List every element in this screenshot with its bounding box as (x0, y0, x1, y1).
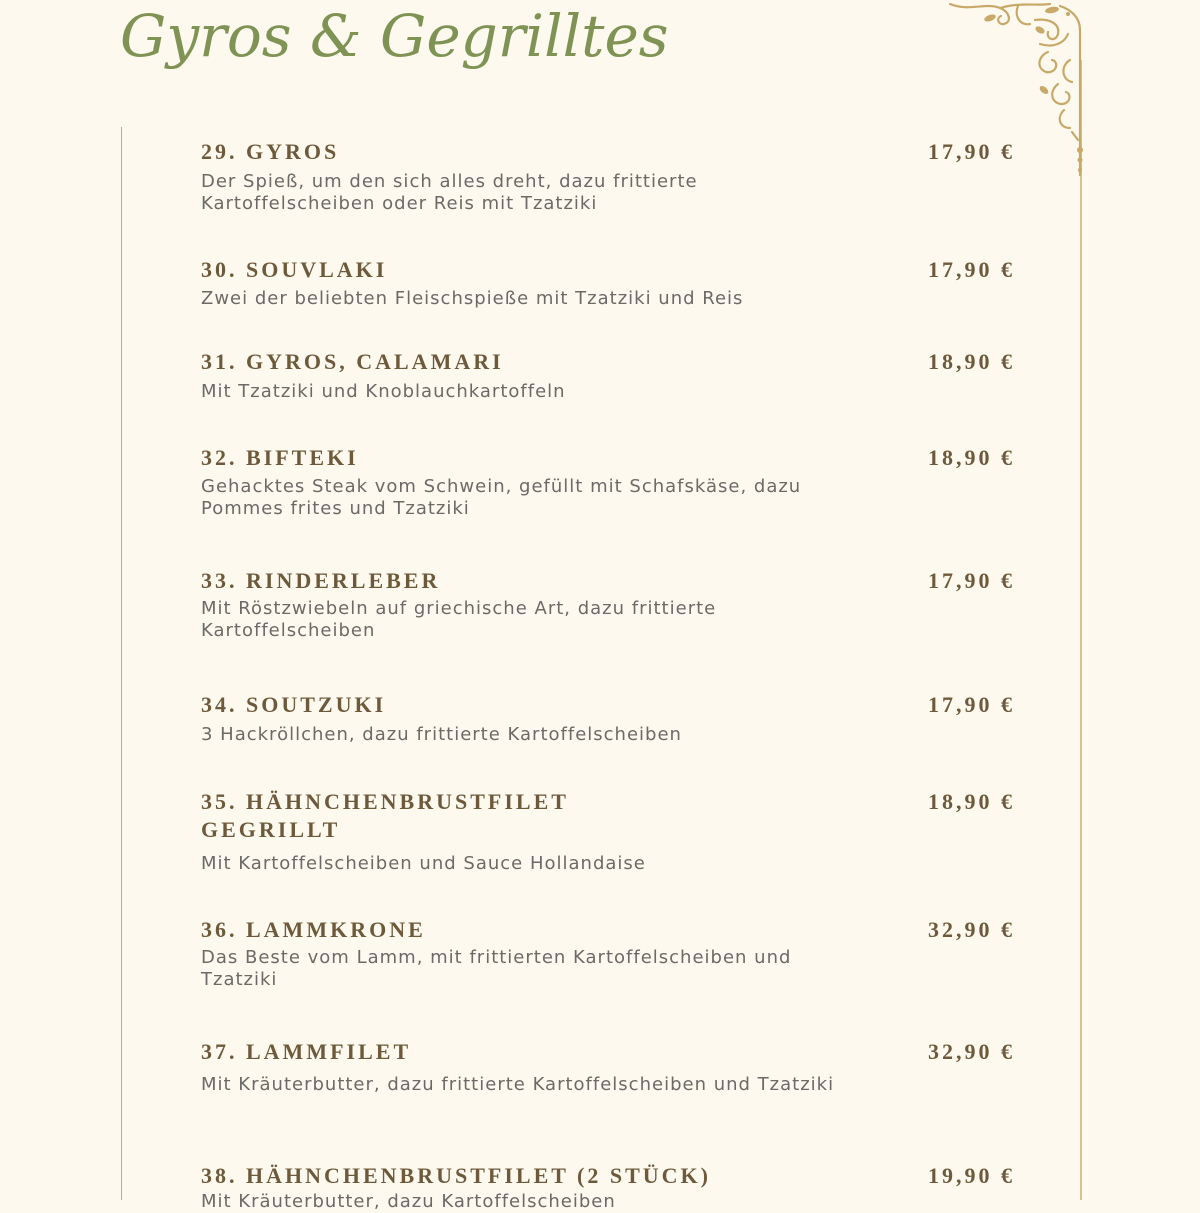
item-price: 17,90 € (928, 692, 1015, 717)
item-description: Mit Kräuterbutter, dazu Kartoffelscheiben (201, 1191, 616, 1212)
page-title: Gyros & Gegrilltes (120, 2, 669, 70)
item-price: 32,90 € (928, 1039, 1015, 1064)
item-description: 3 Hackröllchen, dazu frittierte Kartoffelscheiben (201, 724, 682, 745)
item-name: 36. LAMMKRONE (201, 917, 426, 942)
item-price: 17,90 € (928, 257, 1015, 282)
item-price: 19,90 € (928, 1163, 1015, 1188)
item-name: 33. RINDERLEBER (201, 568, 441, 593)
item-name: 35. HÄHNCHENBRUSTFILET GEGRILLT (201, 789, 569, 842)
item-name: 37. LAMMFILET (201, 1039, 412, 1064)
item-description: Gehacktes Steak vom Schwein, gefüllt mit Schafskäse, dazu Pommes frites und Tzatziki (201, 476, 802, 519)
item-name: 29. GYROS (201, 139, 340, 164)
item-price: 32,90 € (928, 917, 1015, 942)
item-name: 30. SOUVLAKI (201, 257, 388, 282)
item-description: Der Spieß, um den sich alles dreht, dazu frittierte Kartoffelscheiben oder Reis mit Tzatziki (201, 171, 698, 214)
item-description: Das Beste vom Lamm, mit frittierten Kartoffelscheiben und Tzatziki (201, 947, 792, 990)
item-description: Zwei der beliebten Fleischspieße mit Tzatziki und Reis (201, 288, 744, 309)
right-border-line (1080, 60, 1082, 1200)
item-name: 31. GYROS, CALAMARI (201, 349, 504, 374)
item-price: 18,90 € (928, 445, 1015, 470)
item-description: Mit Kartoffelscheiben und Sauce Hollandaise (201, 853, 646, 874)
item-description: Mit Kräuterbutter, dazu frittierte Kartoffelscheiben und Tzatziki (201, 1074, 835, 1095)
left-divider-line (121, 127, 122, 1200)
item-description: Mit Tzatziki und Knoblauchkartoffeln (201, 381, 566, 402)
item-price: 18,90 € (928, 349, 1015, 374)
item-name: 38. HÄHNCHENBRUSTFILET (2 STÜCK) (201, 1163, 711, 1188)
item-description: Mit Röstzwiebeln auf griechische Art, dazu frittierte Kartoffelscheiben (201, 598, 717, 641)
item-name: 32. BIFTEKI (201, 445, 359, 470)
item-price: 17,90 € (928, 568, 1015, 593)
item-price: 17,90 € (928, 139, 1015, 164)
item-name: 34. SOUTZUKI (201, 692, 387, 717)
item-price: 18,90 € (928, 789, 1015, 814)
